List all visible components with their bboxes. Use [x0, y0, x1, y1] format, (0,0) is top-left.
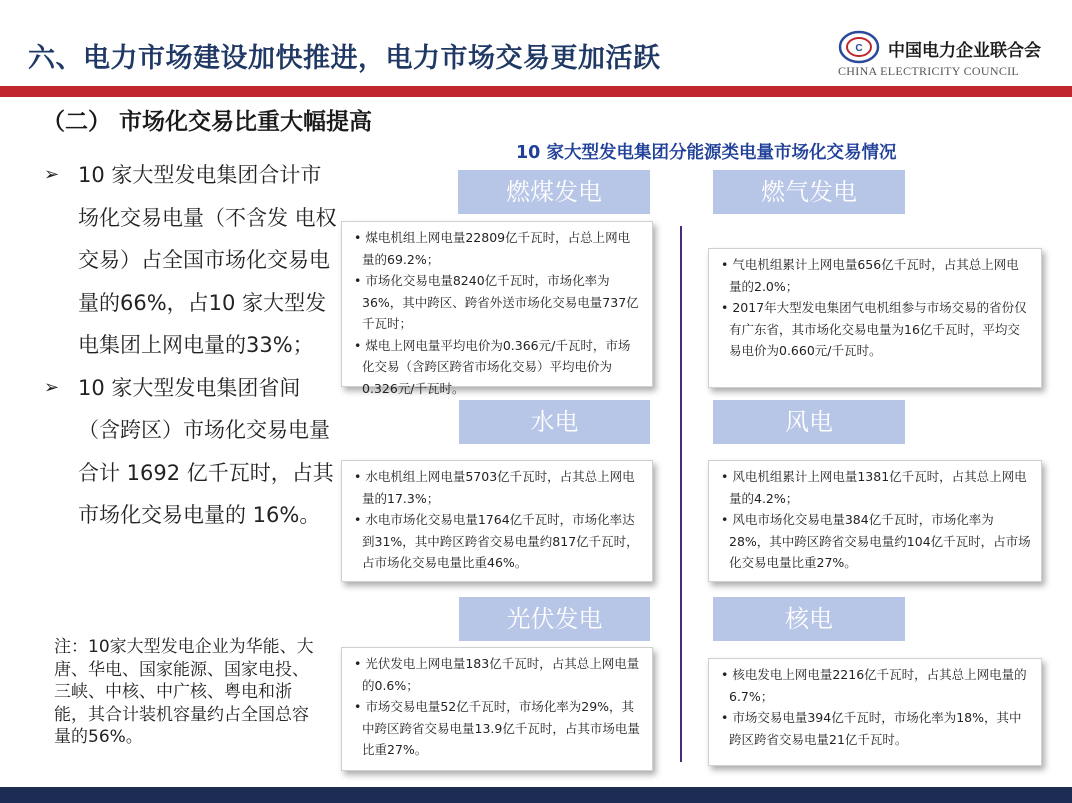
- column-divider: [680, 226, 682, 762]
- section-title: （二） 市场化交易比重大幅提高: [42, 109, 373, 135]
- wind-item-2: • 风电市场化交易电量384亿千瓦时，市场化率为28%，其中跨区跨省交易电量约104亿千瓦时，占市场化交易电量比重27%。: [721, 512, 1031, 570]
- wind-card: [708, 460, 1042, 582]
- summary-bullet-1: [40, 154, 340, 367]
- solar-item-1: • 光伏发电上网电量183亿千瓦时，占其总上网电量的0.6%；: [354, 656, 640, 693]
- summary-bullets: [40, 154, 340, 537]
- gas-header: 燃气发电: [713, 170, 905, 214]
- summary-bullet-2: [40, 367, 340, 537]
- footnote: 注：10家大型发电企业为华能、大唐、华电、国家能源、国家电投、三峡、中核、中广核、粤电和浙能，其合计装机容量约占全国总容量的56%。: [54, 637, 314, 747]
- nuclear-item-2: • 市场交易电量394亿千瓦时，市场化率为18%，其中跨区跨省交易电量21亿千瓦时。: [721, 710, 1022, 747]
- cec-logo: [832, 30, 1064, 80]
- coal-card: [341, 221, 653, 396]
- header-red-rule: [0, 86, 1072, 97]
- hydro-item-1: • 水电机组上网电量5703亿千瓦时，占其总上网电量的17.3%；: [354, 469, 635, 506]
- footer-bar: [0, 787, 1072, 803]
- logo-chinese-name: 中国电力企业联合会: [888, 41, 1041, 61]
- cec-emblem-icon: [838, 30, 880, 64]
- coal-item-2: • 市场化交易电量8240亿千瓦时，市场化率为36%，其中跨区、跨省外送市场化交易电量737亿千瓦时；: [354, 273, 639, 331]
- hydro-card: [341, 460, 653, 582]
- coal-header: 燃煤发电: [458, 170, 650, 214]
- summary-bullet-text: 10 家大型发电集团省间（含跨区）市场化交易电量合计 1692 亿千瓦时，占其市场化交易电量的 16%。: [78, 375, 334, 527]
- wind-item-1: • 风电机组累计上网电量1381亿千瓦时，占其总上网电量的4.2%；: [721, 469, 1027, 506]
- gas-item-1: • 气电机组累计上网电量656亿千瓦时，占其总上网电量的2.0%；: [721, 257, 1019, 294]
- panel-title: 10 家大型发电集团分能源类电量市场化交易情况: [516, 143, 897, 163]
- hydro-item-2: • 水电市场化交易电量1764亿千瓦时，市场化率达到31%，其中跨区跨省交易电量约817亿千瓦时，占市场化交易电量比重46%。: [354, 512, 639, 570]
- nuclear-item-1: • 核电发电上网电量2216亿千瓦时，占其总上网电量的6.7%；: [721, 667, 1027, 704]
- summary-bullet-text: 10 家大型发电集团合计市场化交易电量（不含发 电权交易）占全国市场化交易电量的66%，占10 家大型发电集团上网电量的33%；: [78, 163, 337, 357]
- gas-card: [708, 248, 1042, 388]
- coal-item-1: • 煤电机组上网电量22809亿千瓦时，占总上网电量的69.2%；: [354, 230, 631, 267]
- gas-item-2: • 2017年大型发电集团气电机组参与市场交易的省份仅有广东省，其市场化交易电量为16亿千瓦时，平均交易电价为0.660元/千瓦时。: [721, 300, 1027, 358]
- wind-header: 风电: [713, 400, 905, 444]
- coal-item-3: • 煤电上网电量平均电价为0.366元/千瓦时，市场化交易（含跨区跨省市场化交易）平均电价为0.326元/千瓦时。: [354, 337, 631, 396]
- arrow-bullet-icon: ➢: [44, 376, 60, 398]
- nuclear-card: [708, 658, 1042, 766]
- slide-title: 六、电力市场建设加快推进，电力市场交易更加活跃: [28, 43, 661, 74]
- nuclear-header: 核电: [713, 597, 905, 641]
- svg-text:C: C: [855, 43, 863, 54]
- logo-english-name: CHINA ELECTRICITY COUNCIL: [838, 64, 1020, 78]
- solar-item-2: • 市场交易电量52亿千瓦时，市场化率为29%，其中跨区跨省交易电量13.9亿千瓦时，占其市场电量比重27%。: [354, 699, 640, 757]
- arrow-bullet-icon: ➢: [44, 164, 60, 185]
- hydro-header: 水电: [459, 400, 650, 444]
- solar-header: 光伏发电: [459, 597, 650, 641]
- solar-card: [341, 647, 653, 771]
